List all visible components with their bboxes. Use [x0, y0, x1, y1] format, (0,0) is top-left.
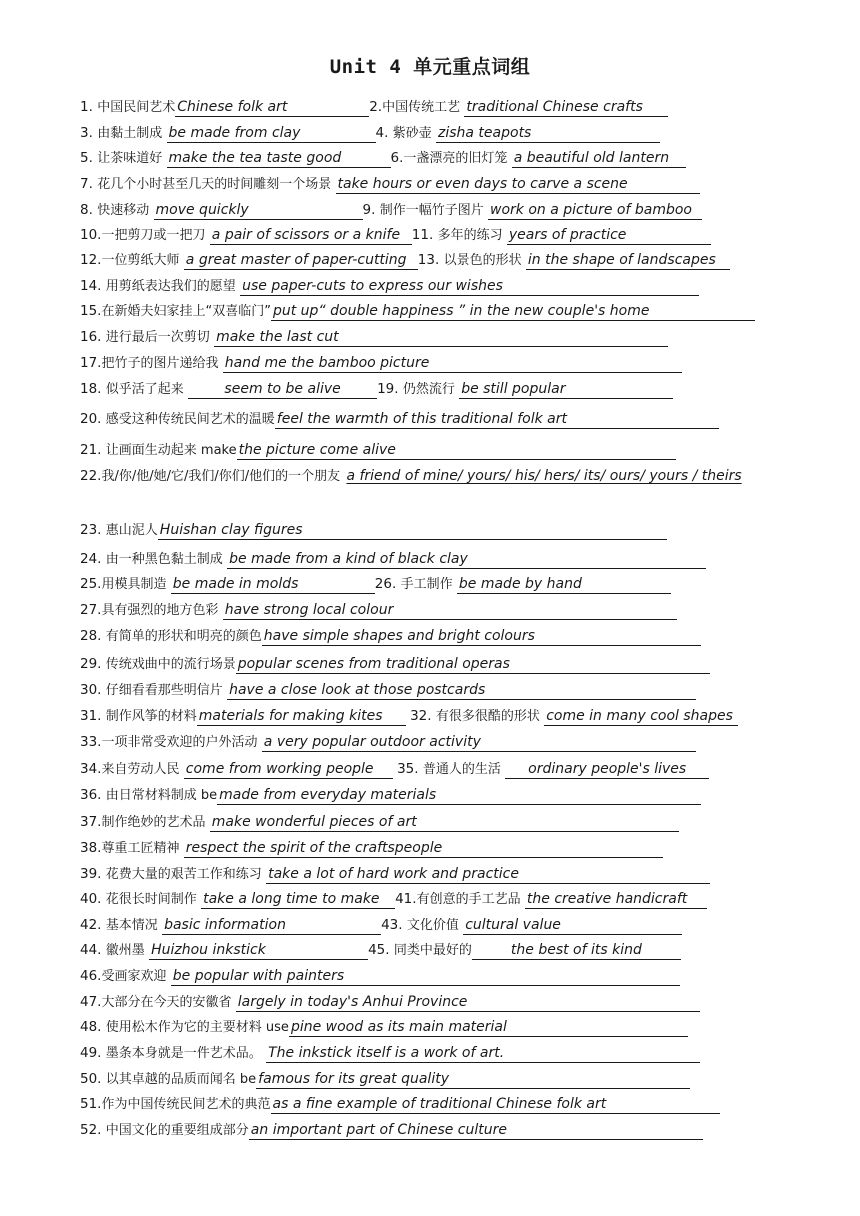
- phrase-row: [80, 409, 785, 430]
- phrase-item: [418, 252, 730, 268]
- phrase-item: [381, 917, 682, 933]
- phrase-row: [80, 706, 785, 727]
- item-answer: be still popular: [459, 380, 673, 399]
- item-chinese: 使用松木作为它的主要材料 use: [105, 1020, 289, 1035]
- phrase-row: [80, 123, 785, 144]
- item-number: 4.: [375, 125, 389, 141]
- item-answer: feel the warmth of this traditional folk art: [275, 410, 719, 429]
- item-number: 10.: [80, 227, 102, 243]
- item-chinese: 仔细看看那些明信片: [105, 683, 223, 698]
- item-number: 41.: [395, 891, 417, 907]
- item-answer: famous for its great quality: [256, 1070, 690, 1089]
- phrase-row: [80, 1069, 785, 1090]
- phrase-row: [80, 464, 785, 489]
- phrase-item: [80, 628, 701, 644]
- phrase-item: [376, 125, 661, 141]
- phrase-row: [80, 940, 785, 961]
- phrase-item: [80, 787, 701, 803]
- item-answer: make the tea taste good: [167, 149, 391, 168]
- item-chinese: 普通人的生活: [422, 762, 501, 777]
- item-answer: in the shape of landscapes: [526, 251, 730, 270]
- item-number: 38.: [80, 840, 102, 856]
- phrase-row: [80, 732, 785, 753]
- item-chinese: 有创意的手工艺品: [416, 892, 521, 907]
- item-chinese: 作为中国传统民间艺术的典范: [101, 1097, 271, 1112]
- item-answer: take hours or even days to carve a scene: [336, 175, 700, 194]
- item-chinese: 一位剪纸大师: [101, 253, 180, 268]
- item-number: 26.: [374, 576, 397, 592]
- item-chinese: 在新婚夫妇家挂上“双喜临门”: [101, 304, 271, 319]
- item-answer: come in many cool shapes: [544, 707, 738, 726]
- item-chinese: 让画面生动起来 make: [105, 443, 237, 458]
- phrase-row: [80, 759, 785, 780]
- item-number: 9.: [362, 202, 376, 218]
- item-chinese: 我/你/他/她/它/我们/你们/他们的一个朋友: [101, 469, 341, 484]
- phrase-item: [377, 381, 673, 397]
- item-number: 22.: [80, 468, 102, 484]
- phrase-row: [80, 379, 785, 400]
- item-chinese: 让茶味道好: [97, 151, 163, 166]
- item-chinese: 基本情况: [105, 918, 158, 933]
- item-answer: make the last cut: [214, 328, 668, 347]
- item-number: 18.: [80, 381, 102, 397]
- item-number: 19.: [377, 381, 399, 397]
- phrase-item: [80, 252, 418, 268]
- item-chinese: 中国文化的重要组成部分: [105, 1123, 249, 1138]
- item-number: 49.: [80, 1045, 102, 1061]
- item-answer: largely in today's Anhui Province: [236, 993, 700, 1012]
- item-chinese: 仍然流行: [402, 382, 455, 397]
- phrase-item: [393, 761, 709, 777]
- phrase-item: [395, 891, 707, 907]
- item-answer: seem to be alive: [188, 380, 377, 399]
- phrase-item: [80, 761, 393, 777]
- item-answer: the picture come alive: [237, 441, 676, 460]
- phrase-row: [80, 549, 785, 570]
- phrase-item: [412, 227, 711, 243]
- item-chinese: 似乎活了起来: [105, 382, 184, 397]
- phrase-item: [80, 917, 381, 933]
- phrase-item: [80, 125, 376, 141]
- phrase-item: [369, 99, 668, 115]
- phrase-item: [80, 355, 682, 371]
- phrase-item: [80, 602, 677, 618]
- item-chinese: 一项非常受欢迎的户外活动: [101, 735, 258, 750]
- item-chinese: 制作风筝的材料: [105, 709, 197, 724]
- phrase-row: [80, 174, 785, 195]
- item-chinese: 中国民间艺术: [97, 100, 176, 115]
- item-number: 40.: [80, 891, 102, 907]
- item-answer: Chinese folk art: [175, 98, 369, 117]
- phrase-item: [80, 176, 700, 192]
- item-answer: traditional Chinese crafts: [464, 98, 668, 117]
- item-chinese: 花几个小时甚至几天的时间雕刻一个场景: [97, 177, 332, 192]
- phrase-item: [406, 708, 738, 724]
- item-number: 3.: [80, 125, 93, 141]
- phrase-row: [80, 520, 785, 541]
- item-chinese: 墨条本身就是一件艺术品。: [105, 1046, 262, 1061]
- item-answer: have strong local colour: [223, 601, 677, 620]
- item-number: 14.: [80, 278, 102, 294]
- phrase-item: [80, 381, 377, 397]
- item-number: 21.: [80, 442, 102, 458]
- phrase-item: [80, 227, 412, 243]
- phrase-item: [80, 202, 363, 218]
- phrase-row: [80, 812, 785, 833]
- item-chinese: 一盏漂亮的旧灯笼: [403, 151, 508, 166]
- item-number: 51.: [80, 1096, 102, 1112]
- item-number: 25.: [80, 576, 102, 592]
- item-answer: work on a picture of bamboo: [488, 201, 702, 220]
- item-answer: hand me the bamboo picture: [223, 354, 682, 373]
- item-number: 44.: [80, 942, 102, 958]
- item-answer: Huizhou inkstick: [149, 941, 368, 960]
- item-chinese: 大部分在今天的安徽省: [101, 995, 232, 1010]
- item-chinese: 以景色的形状: [443, 253, 522, 268]
- item-answer: take a long time to make: [201, 890, 395, 909]
- item-number: 27.: [80, 602, 102, 618]
- phrase-item: [375, 576, 671, 592]
- item-answer: an important part of Chinese culture: [249, 1121, 703, 1140]
- item-answer: The inkstick itself is a work of art.: [266, 1044, 700, 1063]
- item-chinese: 把竹子的图片递给我: [101, 356, 219, 371]
- phrase-item: [80, 968, 680, 984]
- item-number: 43.: [381, 917, 403, 933]
- item-number: 42.: [80, 917, 102, 933]
- item-number: 50.: [80, 1071, 102, 1087]
- phrase-item: [80, 1019, 688, 1035]
- phrase-row: [80, 1120, 785, 1141]
- phrase-item: [80, 994, 700, 1010]
- item-number: 23.: [80, 522, 102, 538]
- phrase-item: [80, 942, 368, 958]
- item-number: 46.: [80, 968, 102, 984]
- item-number: 31.: [80, 708, 102, 724]
- item-chinese: 以其卓越的品质而闻名 be: [105, 1072, 257, 1087]
- item-number: 45.: [368, 942, 390, 958]
- item-number: 5.: [80, 150, 93, 166]
- item-chinese: 传统戏曲中的流行场景: [105, 657, 236, 672]
- item-answer: a great master of paper-cutting: [184, 251, 418, 270]
- phrase-item: [80, 708, 406, 724]
- phrase-item: [80, 656, 710, 672]
- phrase-row: [80, 654, 785, 675]
- phrase-item: [80, 468, 744, 484]
- item-number: 15.: [80, 303, 102, 319]
- phrase-item: [80, 551, 706, 567]
- phrase-row: [80, 1094, 785, 1115]
- item-chinese: 一把剪刀或一把刀: [101, 228, 206, 243]
- item-number: 1.: [80, 99, 93, 115]
- item-chinese: 快速移动: [97, 203, 150, 218]
- item-chinese: 感受这种传统民间艺术的温暖: [105, 412, 275, 427]
- phrase-item: [80, 303, 755, 319]
- item-number: 29.: [80, 656, 102, 672]
- item-number: 16.: [80, 329, 102, 345]
- item-number: 30.: [80, 682, 102, 698]
- phrase-row: [80, 250, 785, 271]
- item-answer: a friend of mine/ yours/ his/ hers/ its/ ours/ yours / theirs: [346, 468, 742, 484]
- phrase-row: [80, 600, 785, 621]
- phrase-row: [80, 889, 785, 910]
- item-answer: come from working people: [184, 760, 393, 779]
- phrase-row: [80, 574, 785, 595]
- item-chinese: 手工制作: [400, 577, 453, 592]
- item-answer: take a lot of hard work and practice: [266, 865, 710, 884]
- phrase-row: [80, 148, 785, 169]
- phrase-item: [80, 1045, 700, 1061]
- item-chinese: 具有强烈的地方色彩: [101, 603, 219, 618]
- item-answer: zisha teapots: [436, 124, 660, 143]
- item-answer: ordinary people's lives: [505, 760, 709, 779]
- item-answer: have simple shapes and bright colours: [262, 627, 701, 646]
- phrase-item: [80, 329, 668, 345]
- item-answer: as a fine example of traditional Chinese folk art: [271, 1095, 720, 1114]
- item-number: 39.: [80, 866, 102, 882]
- phrase-item: [368, 942, 681, 958]
- item-chinese: 惠山泥人: [105, 523, 158, 538]
- phrase-row: [80, 966, 785, 987]
- phrase-row: [80, 838, 785, 859]
- item-answer: have a close look at those postcards: [227, 681, 696, 700]
- item-number: 8.: [80, 202, 93, 218]
- item-chinese: 由黏土制成: [97, 126, 163, 141]
- phrase-item: [80, 522, 667, 538]
- item-number: 17.: [80, 355, 102, 371]
- item-chinese: 紫砂壶: [392, 126, 432, 141]
- phrase-item: [80, 682, 696, 698]
- phrase-item: [80, 840, 663, 856]
- item-answer: the best of its kind: [472, 941, 681, 960]
- phrase-item: [80, 1122, 703, 1138]
- item-number: 52.: [80, 1122, 102, 1138]
- item-answer: popular scenes from traditional operas: [236, 655, 710, 674]
- item-chinese: 用模具制造: [101, 577, 167, 592]
- item-chinese: 来自劳动人民: [101, 762, 180, 777]
- phrase-item: [80, 99, 369, 115]
- item-answer: pine wood as its main material: [289, 1018, 688, 1037]
- phrase-row: [80, 626, 785, 647]
- page-title: Unit 4 单元重点词组: [329, 56, 531, 78]
- phrase-item: [363, 202, 703, 218]
- item-answer: a beautiful old lantern: [512, 149, 686, 168]
- item-chinese: 进行最后一次剪切: [105, 330, 210, 345]
- phrase-row: [80, 992, 785, 1013]
- phrase-item: [80, 1071, 690, 1087]
- phrase-item: [80, 866, 710, 882]
- phrase-row: [80, 915, 785, 936]
- item-number: 24.: [80, 551, 102, 567]
- phrase-item: [80, 150, 391, 166]
- item-chinese: 受画家欢迎: [101, 969, 167, 984]
- item-number: 7.: [80, 176, 93, 192]
- phrase-row: [80, 97, 785, 118]
- item-number: 35.: [397, 761, 419, 777]
- item-chinese: 多年的练习: [437, 228, 503, 243]
- phrase-item: [80, 814, 679, 830]
- phrase-item: [80, 576, 375, 592]
- item-number: 20.: [80, 411, 102, 427]
- item-answer: be made by hand: [457, 575, 671, 594]
- item-chinese: 尊重工匠精神: [101, 841, 180, 856]
- item-chinese: 用剪纸表达我们的愿望: [105, 279, 236, 294]
- item-answer: be popular with painters: [171, 967, 680, 986]
- item-chinese: 同类中最好的: [393, 943, 472, 958]
- phrase-row: [80, 301, 785, 322]
- phrase-item: [391, 150, 686, 166]
- item-chinese: 花费大量的艰苦工作和练习: [105, 867, 262, 882]
- item-number: 34.: [80, 761, 102, 777]
- item-chinese: 文化价值: [406, 918, 459, 933]
- item-chinese: 由一种黑色黏土制成: [105, 552, 223, 567]
- phrase-item: [80, 734, 696, 750]
- item-answer: respect the spirit of the craftspeople: [184, 839, 663, 858]
- item-chinese: 中国传统工艺: [382, 100, 461, 115]
- item-number: 2.: [369, 99, 383, 115]
- item-number: 33.: [80, 734, 102, 750]
- phrase-row: [80, 1017, 785, 1038]
- phrase-item: [80, 278, 699, 294]
- item-number: 13.: [417, 252, 440, 268]
- phrase-row: [80, 353, 785, 374]
- item-answer: use paper-cuts to express our wishes: [240, 277, 699, 296]
- item-answer: basic information: [162, 916, 381, 935]
- item-answer: made from everyday materials: [217, 786, 701, 805]
- item-number: 12.: [80, 252, 102, 268]
- phrase-row: [80, 1043, 785, 1064]
- item-answer: put up“ double happiness ” in the new couple's home: [271, 302, 755, 321]
- phrase-row: [80, 680, 785, 701]
- item-answer: Huishan clay figures: [158, 521, 667, 540]
- phrase-item: [80, 442, 676, 458]
- phrase-row: [80, 327, 785, 348]
- item-number: 28.: [80, 628, 102, 644]
- item-answer: be made from clay: [167, 124, 376, 143]
- phrase-row: [80, 276, 785, 297]
- item-answer: the creative handicraft: [525, 890, 707, 909]
- item-number: 11.: [411, 227, 434, 243]
- item-number: 47.: [80, 994, 102, 1010]
- item-answer: make wonderful pieces of art: [210, 813, 679, 832]
- item-answer: move quickly: [154, 201, 363, 220]
- phrase-row: [80, 864, 785, 885]
- item-answer: years of practice: [507, 226, 711, 245]
- item-chinese: 由日常材料制成 be: [105, 788, 218, 803]
- phrase-row: [80, 200, 785, 221]
- phrase-item: [80, 1096, 720, 1112]
- item-chinese: 制作一幅竹子图片: [379, 203, 484, 218]
- item-answer: a pair of scissors or a knife: [210, 226, 412, 245]
- item-answer: a very popular outdoor activity: [262, 733, 696, 752]
- item-answer: be made from a kind of black clay: [227, 550, 706, 569]
- item-answer: materials for making kites: [197, 707, 406, 726]
- item-chinese: 花很长时间制作: [105, 892, 197, 907]
- item-number: 37.: [80, 814, 102, 830]
- item-chinese: 制作绝妙的艺术品: [101, 815, 206, 830]
- item-number: 6.: [390, 150, 404, 166]
- item-number: 32.: [410, 708, 432, 724]
- item-chinese: 有很多很酷的形状: [435, 709, 540, 724]
- phrase-row: [80, 440, 785, 461]
- item-number: 48.: [80, 1019, 102, 1035]
- phrase-row: [80, 225, 785, 246]
- item-answer: cultural value: [463, 916, 682, 935]
- phrase-row: [80, 785, 785, 806]
- item-answer: be made in molds: [171, 575, 375, 594]
- item-number: 36.: [80, 787, 102, 803]
- phrase-item: [80, 411, 719, 427]
- phrase-item: [80, 891, 395, 907]
- item-chinese: 徽州墨: [105, 943, 145, 958]
- item-chinese: 有简单的形状和明亮的颜色: [105, 629, 262, 644]
